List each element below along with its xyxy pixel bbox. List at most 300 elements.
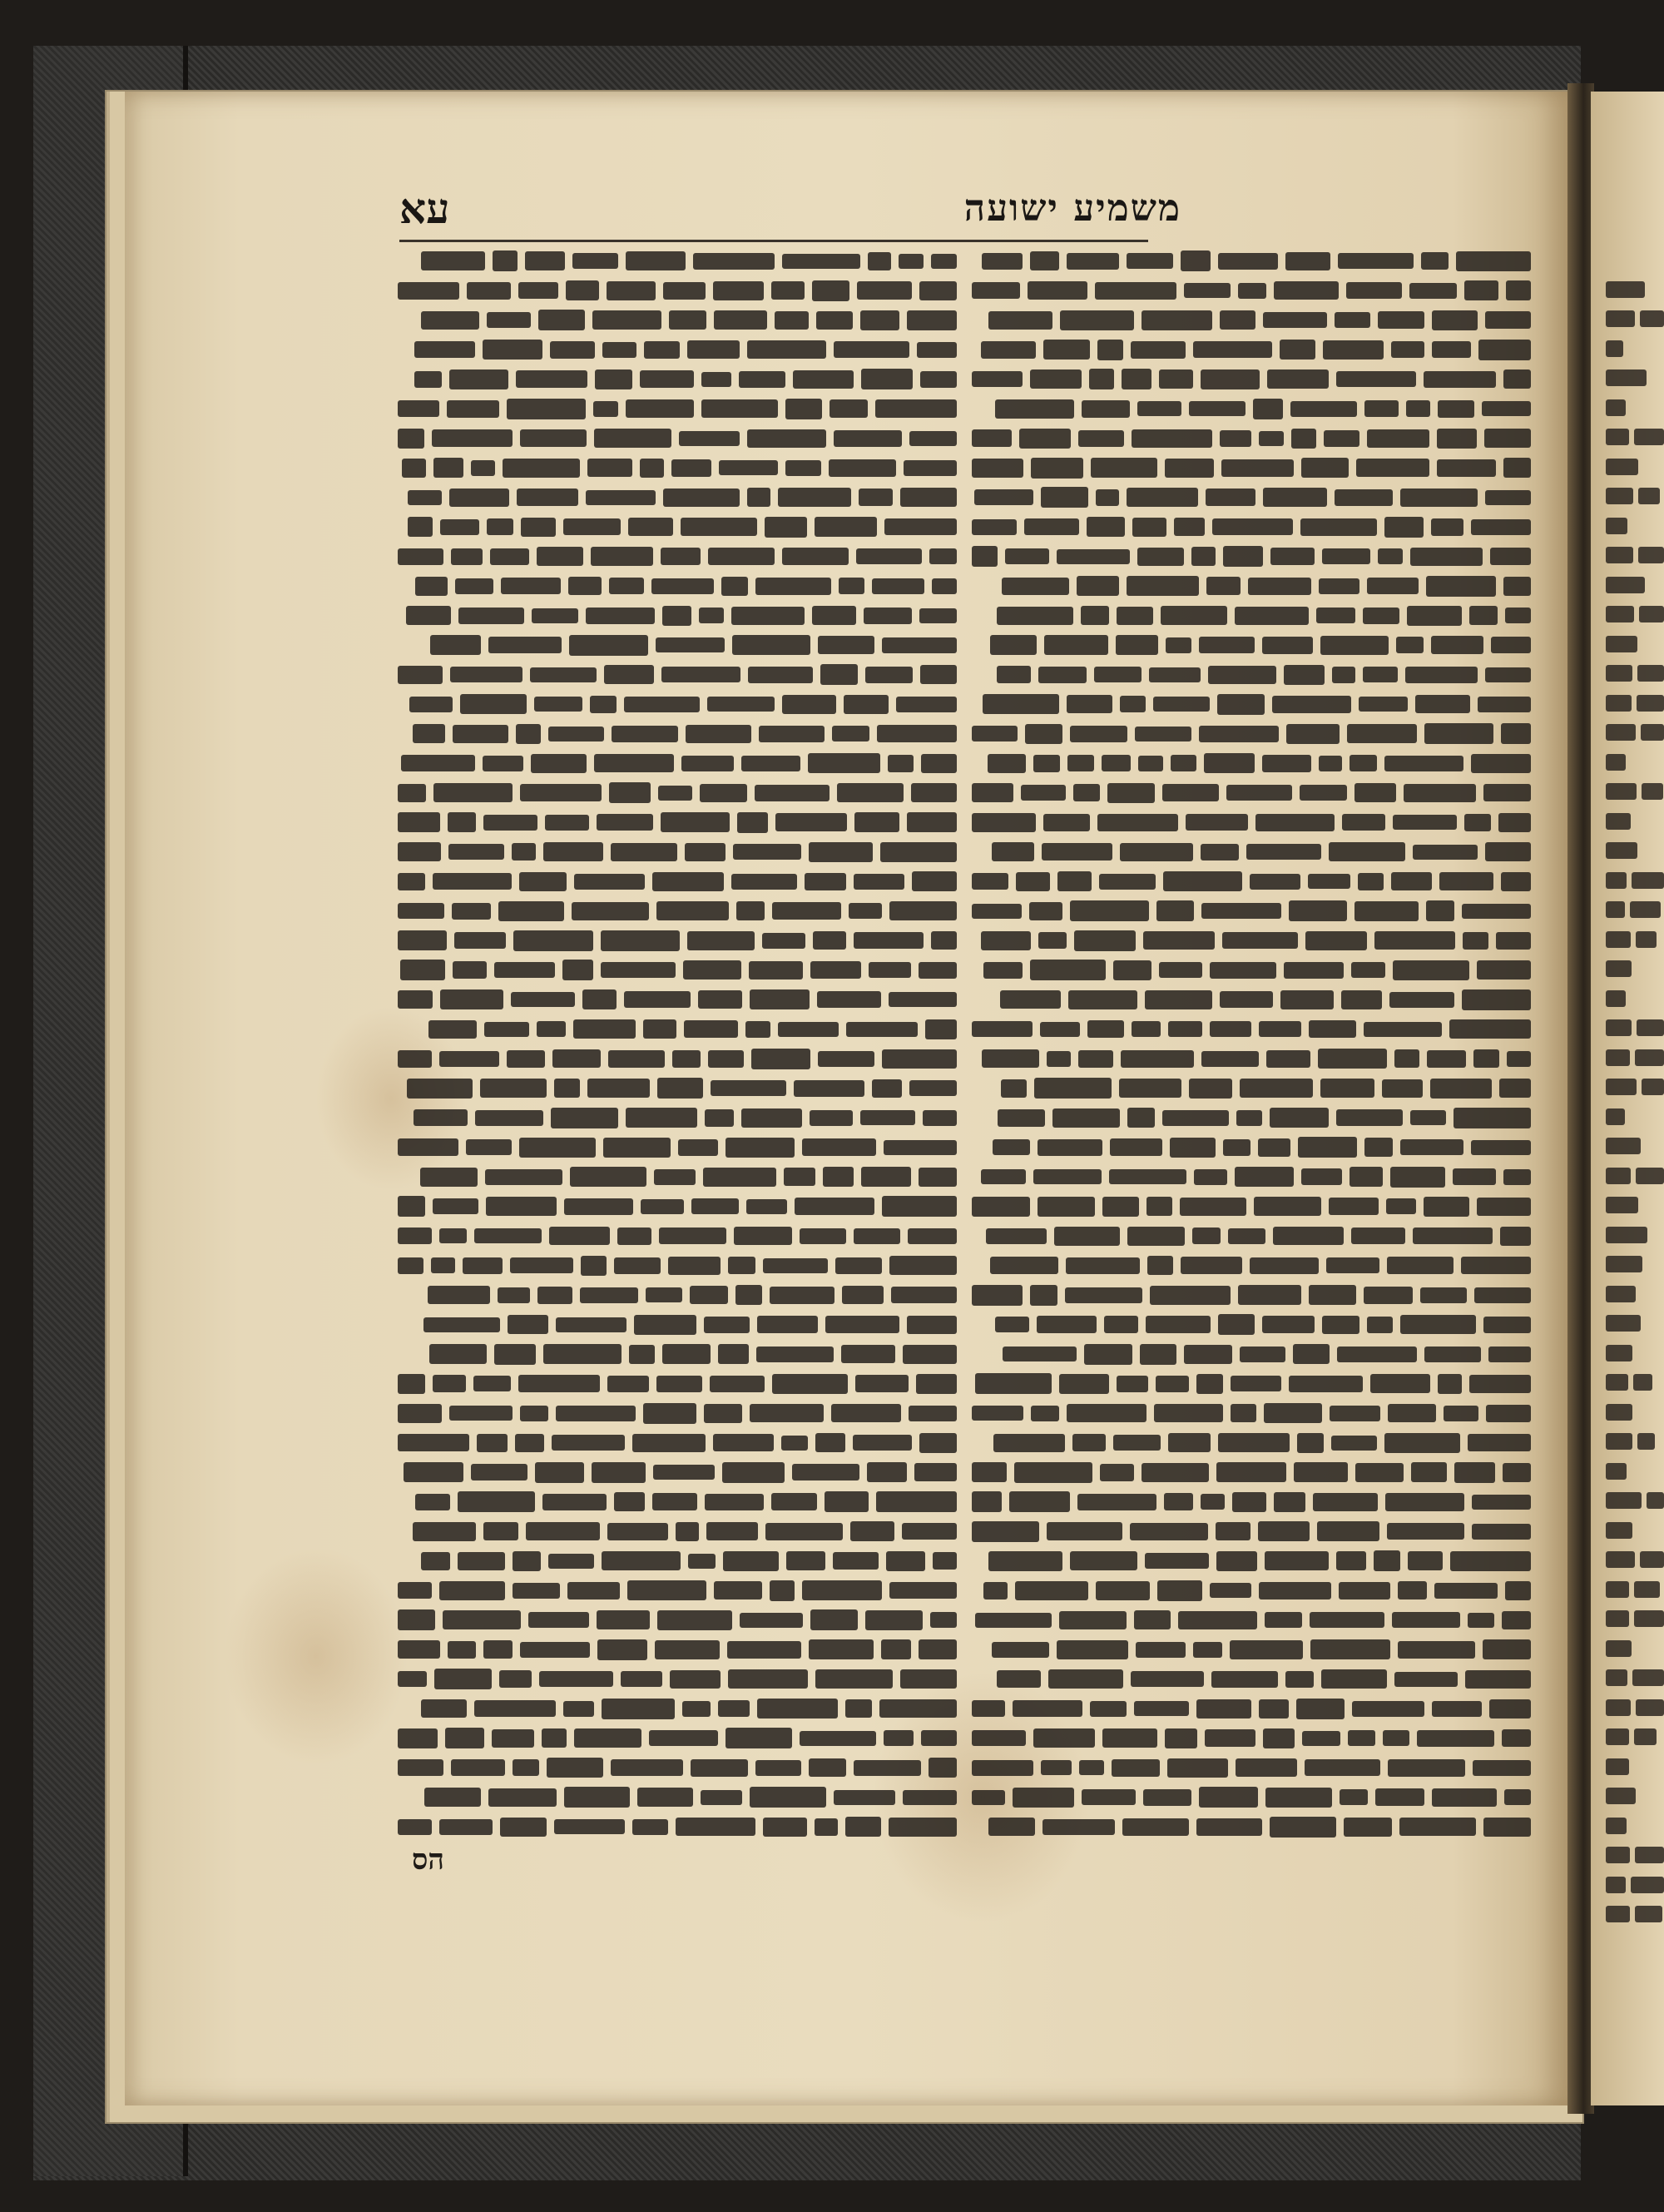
printed-word <box>805 873 846 890</box>
printed-word <box>398 1819 432 1835</box>
printed-word <box>1335 489 1393 506</box>
printed-word <box>711 1080 786 1096</box>
printed-word <box>563 1701 594 1717</box>
printed-word <box>592 310 661 330</box>
text-line <box>965 424 1531 454</box>
printed-word <box>1391 872 1432 890</box>
printed-word <box>1606 1906 1630 1922</box>
printed-word <box>1340 1789 1368 1805</box>
printed-word <box>914 1463 957 1481</box>
printed-word <box>1319 756 1342 771</box>
text-line <box>965 1813 1531 1843</box>
text-line <box>965 1605 1531 1635</box>
printed-word <box>587 459 632 477</box>
printed-word <box>632 1819 668 1835</box>
printed-word <box>1194 1169 1227 1185</box>
text-line <box>391 424 957 454</box>
text-line <box>391 660 957 690</box>
printed-word <box>1127 1108 1155 1128</box>
printed-word <box>413 1522 476 1541</box>
printed-word <box>755 785 830 801</box>
printed-word <box>507 1050 545 1068</box>
text-line <box>1591 984 1664 1014</box>
printed-word <box>1132 429 1212 448</box>
printed-word <box>587 1079 650 1098</box>
printed-word <box>1351 962 1385 978</box>
printed-word <box>428 1020 477 1039</box>
printed-word <box>398 400 439 417</box>
printed-word <box>876 1491 957 1512</box>
printed-word <box>1471 1140 1531 1155</box>
printed-word <box>1309 1020 1356 1038</box>
printed-word <box>829 459 896 477</box>
text-line <box>1591 1664 1664 1694</box>
printed-word <box>1394 1049 1419 1068</box>
printed-word <box>1647 1492 1664 1509</box>
printed-word <box>1503 577 1531 596</box>
printed-word <box>1216 1522 1250 1540</box>
printed-word <box>1218 253 1278 270</box>
printed-word <box>713 281 764 300</box>
printed-word <box>644 341 680 359</box>
printed-word <box>537 547 583 566</box>
printed-word <box>1637 1433 1655 1450</box>
printed-word <box>1387 1523 1464 1540</box>
printed-word <box>1606 1345 1632 1361</box>
printed-word <box>1284 665 1325 685</box>
printed-word <box>1221 459 1294 477</box>
printed-word <box>1465 1670 1531 1689</box>
printed-word <box>1606 1877 1626 1893</box>
printed-word <box>1432 341 1471 358</box>
printed-word <box>398 1609 435 1630</box>
printed-word <box>408 517 433 537</box>
printed-word <box>1606 1669 1627 1686</box>
printed-word <box>415 1494 450 1510</box>
printed-word <box>1437 429 1477 449</box>
printed-word <box>1142 1463 1209 1482</box>
printed-word <box>1410 548 1483 566</box>
printed-word <box>1631 1877 1664 1893</box>
text-line <box>391 483 957 513</box>
printed-word <box>1013 1788 1074 1808</box>
printed-word <box>772 1374 848 1394</box>
printed-word <box>1341 990 1382 1009</box>
printed-word <box>880 842 957 862</box>
printed-word <box>830 399 868 418</box>
printed-word <box>1400 1139 1463 1155</box>
printed-word <box>1309 1285 1356 1305</box>
printed-word <box>750 1787 826 1808</box>
text-line <box>965 1487 1531 1517</box>
printed-word <box>1464 814 1491 831</box>
printed-word <box>929 1758 957 1778</box>
text-line <box>1591 836 1664 866</box>
printed-word <box>443 1610 521 1629</box>
printed-word <box>1606 577 1645 593</box>
text-line <box>965 1281 1531 1311</box>
printed-word <box>1640 310 1664 327</box>
printed-word <box>762 933 805 949</box>
printed-word <box>1220 991 1273 1008</box>
printed-word <box>1210 962 1276 979</box>
printed-word <box>1424 1197 1469 1217</box>
text-line <box>1591 1161 1664 1191</box>
printed-word <box>539 1671 613 1687</box>
printed-word <box>1205 1729 1255 1747</box>
printed-word <box>889 992 957 1007</box>
printed-word <box>1478 697 1531 712</box>
text-line <box>391 1340 957 1370</box>
printed-word <box>668 1257 721 1275</box>
printed-word <box>1606 547 1633 563</box>
printed-word <box>1095 282 1176 300</box>
printed-word <box>975 1373 1052 1394</box>
printed-word <box>1193 341 1272 358</box>
printed-word <box>1606 1699 1631 1716</box>
printed-word <box>1084 1344 1132 1365</box>
printed-word <box>1298 1137 1357 1158</box>
printed-word <box>556 1317 626 1332</box>
printed-word <box>433 1198 478 1214</box>
printed-word <box>448 844 504 860</box>
printed-word <box>756 1347 834 1362</box>
printed-word <box>433 783 513 802</box>
printed-word <box>498 901 564 921</box>
printed-word <box>1119 1079 1181 1098</box>
printed-word <box>1503 458 1531 478</box>
printed-word <box>721 577 748 596</box>
printed-word <box>1265 1551 1329 1570</box>
text-line <box>1591 747 1664 777</box>
printed-word <box>603 1138 671 1158</box>
printed-word <box>1087 517 1125 537</box>
printed-word <box>778 488 851 507</box>
printed-word <box>1097 340 1123 360</box>
text-line <box>391 1192 957 1222</box>
printed-word <box>520 429 587 447</box>
printed-word <box>657 1610 732 1630</box>
printed-word <box>1636 931 1657 948</box>
printed-word <box>1409 283 1457 299</box>
printed-word <box>1059 1611 1127 1629</box>
text-line <box>1591 1220 1664 1250</box>
printed-word <box>607 1376 649 1392</box>
printed-word <box>1444 1406 1478 1421</box>
text-line <box>1591 1014 1664 1044</box>
printed-word <box>1370 1374 1430 1393</box>
printed-word <box>908 1228 957 1244</box>
printed-word <box>993 1434 1065 1452</box>
printed-word <box>652 872 724 891</box>
printed-word <box>1606 724 1636 741</box>
printed-word <box>831 1404 901 1422</box>
printed-word <box>1374 931 1455 950</box>
printed-word <box>884 518 957 535</box>
printed-word <box>1163 871 1242 891</box>
printed-word <box>1067 695 1112 713</box>
printed-word <box>1389 992 1454 1008</box>
printed-word <box>746 1199 787 1214</box>
text-line <box>391 1014 957 1044</box>
printed-word <box>771 281 805 300</box>
printed-word <box>542 1728 567 1748</box>
printed-word <box>997 607 1073 625</box>
printed-word <box>1606 518 1627 534</box>
printed-word <box>398 1196 425 1217</box>
printed-word <box>661 548 701 565</box>
printed-word <box>990 635 1037 655</box>
printed-word <box>823 1167 854 1187</box>
printed-word <box>856 548 922 564</box>
printed-word <box>1367 578 1419 594</box>
printed-word <box>891 1287 957 1303</box>
printed-word <box>1211 1671 1278 1688</box>
text-line <box>965 394 1531 424</box>
printed-word <box>448 812 476 832</box>
printed-word <box>1363 608 1399 624</box>
printed-word <box>860 1110 915 1125</box>
printed-word <box>682 1701 711 1717</box>
printed-word <box>624 991 691 1008</box>
printed-word <box>713 1434 774 1451</box>
printed-word <box>1270 1108 1329 1128</box>
printed-word <box>543 842 603 861</box>
printed-word <box>1266 1050 1310 1068</box>
text-line <box>1591 364 1664 394</box>
text-line <box>965 690 1531 720</box>
printed-word <box>1030 251 1059 270</box>
printed-word <box>835 1257 882 1274</box>
text-line <box>965 246 1531 276</box>
printed-word <box>972 459 1023 478</box>
printed-word <box>1216 1462 1286 1482</box>
printed-word <box>812 606 856 625</box>
printed-word <box>404 1462 463 1482</box>
printed-word <box>1031 458 1083 479</box>
printed-word <box>1145 990 1212 1009</box>
printed-word <box>526 1522 600 1540</box>
printed-word <box>483 756 523 771</box>
printed-word <box>597 814 653 831</box>
printed-word <box>972 1285 1023 1306</box>
text-line <box>965 1133 1531 1163</box>
printed-word <box>545 815 589 831</box>
printed-word <box>1184 1345 1232 1364</box>
printed-word <box>661 667 740 682</box>
text-line <box>965 454 1531 484</box>
printed-word <box>653 1465 715 1480</box>
printed-word <box>765 1523 843 1540</box>
text-line <box>965 1399 1531 1429</box>
printed-word <box>483 1640 513 1659</box>
printed-word <box>1120 696 1146 712</box>
printed-word <box>1189 1079 1232 1099</box>
printed-word <box>1335 312 1370 328</box>
printed-word <box>1456 251 1531 271</box>
text-line <box>391 513 957 543</box>
printed-word <box>1400 1315 1476 1334</box>
printed-word <box>1097 814 1178 831</box>
printed-word <box>1131 341 1186 359</box>
printed-word <box>1410 1110 1446 1125</box>
printed-word <box>415 577 448 596</box>
printed-word <box>778 1022 839 1037</box>
printed-word <box>1015 1581 1088 1600</box>
printed-word <box>972 1197 1030 1217</box>
printed-word <box>1272 696 1351 713</box>
printed-word <box>1127 576 1199 596</box>
printed-word <box>1259 431 1284 446</box>
printed-word <box>1178 1611 1257 1629</box>
printed-word <box>1606 1227 1647 1243</box>
text-line <box>391 690 957 720</box>
text-line <box>965 719 1531 749</box>
printed-word <box>414 1109 468 1126</box>
printed-word <box>1324 430 1359 447</box>
printed-word <box>1296 1699 1345 1719</box>
printed-word <box>1132 1021 1161 1037</box>
printed-word <box>983 962 1023 979</box>
printed-word <box>1300 518 1377 536</box>
printed-word <box>1199 637 1255 653</box>
printed-word <box>1001 1079 1027 1098</box>
printed-word <box>1639 606 1664 622</box>
printed-word <box>855 1375 909 1392</box>
printed-word <box>1067 1404 1146 1422</box>
printed-word <box>402 459 426 478</box>
printed-word <box>1030 960 1106 980</box>
text-line <box>965 1340 1531 1370</box>
printed-word <box>572 253 618 269</box>
printed-word <box>492 1729 534 1748</box>
printed-word <box>1186 814 1248 831</box>
printed-word <box>916 1374 957 1394</box>
text-line <box>391 601 957 631</box>
printed-word <box>1637 1019 1664 1036</box>
printed-word <box>1043 814 1090 831</box>
printed-word <box>398 784 426 802</box>
printed-word <box>912 871 957 891</box>
printed-word <box>750 1404 824 1422</box>
text-line <box>965 542 1531 572</box>
text-line <box>965 837 1531 867</box>
printed-word <box>733 844 801 860</box>
printed-word <box>732 635 810 655</box>
printed-word <box>1637 665 1664 682</box>
text-line <box>1591 1043 1664 1073</box>
printed-word <box>685 843 726 861</box>
printed-word <box>1057 871 1092 891</box>
printed-word <box>1606 1374 1628 1391</box>
text-line <box>965 1369 1531 1399</box>
printed-word <box>684 1020 738 1038</box>
printed-word <box>809 842 873 862</box>
text-line <box>391 1694 957 1724</box>
printed-word <box>1294 1462 1348 1482</box>
text-column-left <box>391 246 957 1852</box>
printed-word <box>679 431 740 446</box>
printed-word <box>458 1552 505 1570</box>
printed-word <box>889 901 957 920</box>
printed-word <box>570 1167 646 1187</box>
printed-word <box>463 1257 503 1274</box>
printed-word <box>1030 369 1082 389</box>
printed-word <box>1073 784 1100 801</box>
printed-word <box>1301 1168 1342 1185</box>
printed-word <box>1102 755 1131 771</box>
text-line <box>1591 1515 1664 1545</box>
text-line <box>965 1458 1531 1488</box>
printed-word <box>564 1198 633 1215</box>
printed-word <box>1363 667 1398 682</box>
printed-word <box>1140 1344 1176 1365</box>
printed-word <box>433 873 512 890</box>
printed-word <box>1367 1317 1393 1333</box>
printed-word <box>1000 990 1061 1009</box>
printed-word <box>854 1228 900 1244</box>
text-line <box>1591 1752 1664 1782</box>
printed-word <box>972 1521 1039 1542</box>
printed-word <box>1432 310 1478 330</box>
printed-word <box>1606 1286 1636 1302</box>
printed-word <box>1336 371 1416 387</box>
printed-word <box>614 1257 661 1274</box>
printed-word <box>687 931 755 950</box>
printed-word <box>931 931 957 950</box>
printed-word <box>1364 1022 1442 1037</box>
printed-word <box>1267 369 1329 389</box>
text-line <box>391 1074 957 1104</box>
printed-word <box>486 1197 557 1216</box>
printed-word <box>1417 1730 1494 1747</box>
printed-word <box>925 1019 957 1039</box>
printed-word <box>1606 1728 1629 1745</box>
printed-word <box>568 577 602 595</box>
printed-word <box>763 1258 828 1273</box>
text-line <box>391 719 957 749</box>
printed-word <box>1331 1436 1377 1451</box>
printed-word <box>1336 1109 1403 1126</box>
printed-word <box>1477 1198 1531 1216</box>
printed-word <box>591 547 653 566</box>
printed-word <box>1164 1493 1193 1510</box>
text-line <box>391 335 957 365</box>
printed-word <box>802 1580 882 1600</box>
printed-word <box>1503 369 1531 389</box>
printed-word <box>452 903 491 920</box>
printed-word <box>398 429 424 449</box>
printed-word <box>1003 1347 1077 1361</box>
printed-word <box>802 1138 876 1156</box>
printed-word <box>521 518 556 537</box>
printed-word <box>997 666 1031 683</box>
printed-word <box>755 1760 801 1776</box>
printed-word <box>1398 1581 1427 1599</box>
printed-word <box>520 1406 548 1421</box>
printed-word <box>657 1078 703 1099</box>
printed-word <box>475 1110 543 1126</box>
printed-word <box>1405 667 1478 683</box>
printed-word <box>513 930 593 951</box>
printed-word <box>567 1582 620 1599</box>
printed-word <box>919 1433 957 1453</box>
printed-word <box>992 842 1034 861</box>
printed-word <box>900 1669 957 1689</box>
text-line <box>1591 629 1664 659</box>
printed-word <box>532 608 578 623</box>
printed-word <box>528 1612 589 1628</box>
